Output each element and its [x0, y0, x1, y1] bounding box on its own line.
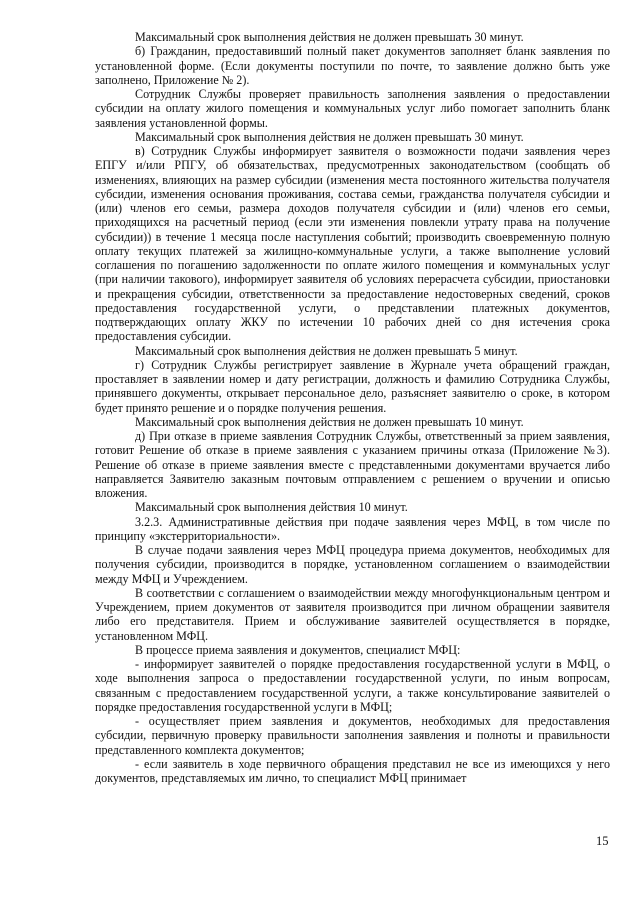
paragraph-item-g: г) Сотрудник Службы регистрирует заявление в Журнале учета обращений граждан, проставляет в заявлении номер и дату регистрации, должность и фамилию Сотрудника Службы, принявшего документы, открывает персональное дело, разъясняет заявителю о сроке, в котором будет принято решение и о порядке получения решения. — [95, 357, 610, 415]
paragraph-section-3-2-3: 3.2.3. Административные действия при подаче заявления через МФЦ, в том числе по принципу «экстерриториальности». — [95, 514, 610, 543]
paragraph-item-v: в) Сотрудник Службы информирует заявителя о возможности подачи заявления через ЕПГУ и/или РПГУ, об обязательствах, предусмотренных законодательством (сообщать об изменениях, влияющих на размер субсидии (изменения места постоянного жительства получателя субсидии, изменения основания проживания, состава семьи, гражданства получателя субсидии и (или) членов его семьи, размера доходов получателя субсидии и (или) членов его семьи, приходящихся на расчетный период (если эти изменения повлекли утрату права на получение субсидии)) в течение 1 месяца после наступления событий; производить своевременную полную оплату текущих платежей за жилищно-коммунальные услуги, а также выполнение условий соглашения по погашению задолженности по оплате жилого помещения и коммунальных услуг (при наличии такового), информирует заявителя об условиях перерасчета субсидии, приостановки и прекращения субсидии, ответственности за предоставление недостоверных сведений, сроков предоставления государственной услуги, о представлении платежных документов, подтверждающих оплату ЖКУ по истечении 10 рабочих дней со дня истечения срока предоставления субсидии. — [95, 144, 610, 344]
paragraph-mfc-agreement: В соответствии с соглашением о взаимодействии между многофункциональным центром и Учреждением, прием документов от заявителя производится при личном обращении заявителя либо его представителя. Прием и обслуживание заявителей осуществляется в порядке, установленном МФЦ. — [95, 585, 610, 643]
paragraph-time-limit-3: Максимальный срок выполнения действия не должен превышать 5 минут. — [135, 343, 518, 358]
paragraph-time-limit-4: Максимальный срок выполнения действия не должен превышать 10 минут. — [135, 414, 524, 429]
paragraph-mfc-inform: - информирует заявителей о порядке предоставления государственной услуги в МФЦ, о ходе выполнения запроса о предоставлении государственной услуги, по иным вопросам, связанным с предоставлением государственной услуги, а также консультирование заявителей о порядке предоставления государственной услуги в МФЦ; — [95, 657, 610, 714]
paragraph-mfc-accept: - осуществляет прием заявления и документов, необходимых для предоставления субсидии, первичную проверку правильности заполнения заявления и полноты и правильности представленного комплекта документов; — [95, 714, 610, 757]
paragraph-mfc-process: В процессе приема заявления и документов, специалист МФЦ: — [135, 642, 461, 657]
paragraph-time-limit-2: Максимальный срок выполнения действия не должен превышать 30 минут. — [135, 129, 524, 144]
paragraph-mfc-submission: В случае подачи заявления через МФЦ процедура приема документов, необходимых для получения субсидии, производится в порядке, установленном соглашением о взаимодействии между МФЦ и Учреждением. — [95, 543, 610, 586]
paragraph-mfc-incomplete: - если заявитель в ходе первичного обращения представил не все из имеющихся у него документов, представляемых им лично, то специалист МФЦ принимает — [95, 756, 610, 785]
paragraph-check-application: Сотрудник Службы проверяет правильность заполнения заявления о предоставлении субсидии на оплату жилого помещения и коммунальных услуг либо помогает заполнить бланк заявления установленной формы. — [95, 87, 610, 130]
body-text — [95, 30, 610, 785]
paragraph-time-limit-1: Максимальный срок выполнения действия не должен превышать 30 минут. — [135, 30, 524, 44]
page-number: 15 — [596, 834, 609, 848]
paragraph-time-limit-5: Максимальный срок выполнения действия 10 минут. — [135, 500, 408, 515]
paragraph-item-d: д) При отказе в приеме заявления Сотрудник Службы, ответственный за прием заявления, готовит Решение об отказе в приеме заявления с указанием причины отказа (Приложение №3). Решение об отказе в приеме заявления вместе с представленными документами вручается либо направляется Заявителю заказным почтовым отправлением с решением о вручении и описью вложения. — [95, 429, 610, 500]
paragraph-item-b: б) Гражданин, предоставивший полный пакет документов заполняет бланк заявления по установленной форме. (Если документы поступили по почте, то заявление должно быть уже заполнено, Приложение № 2). — [95, 44, 610, 87]
